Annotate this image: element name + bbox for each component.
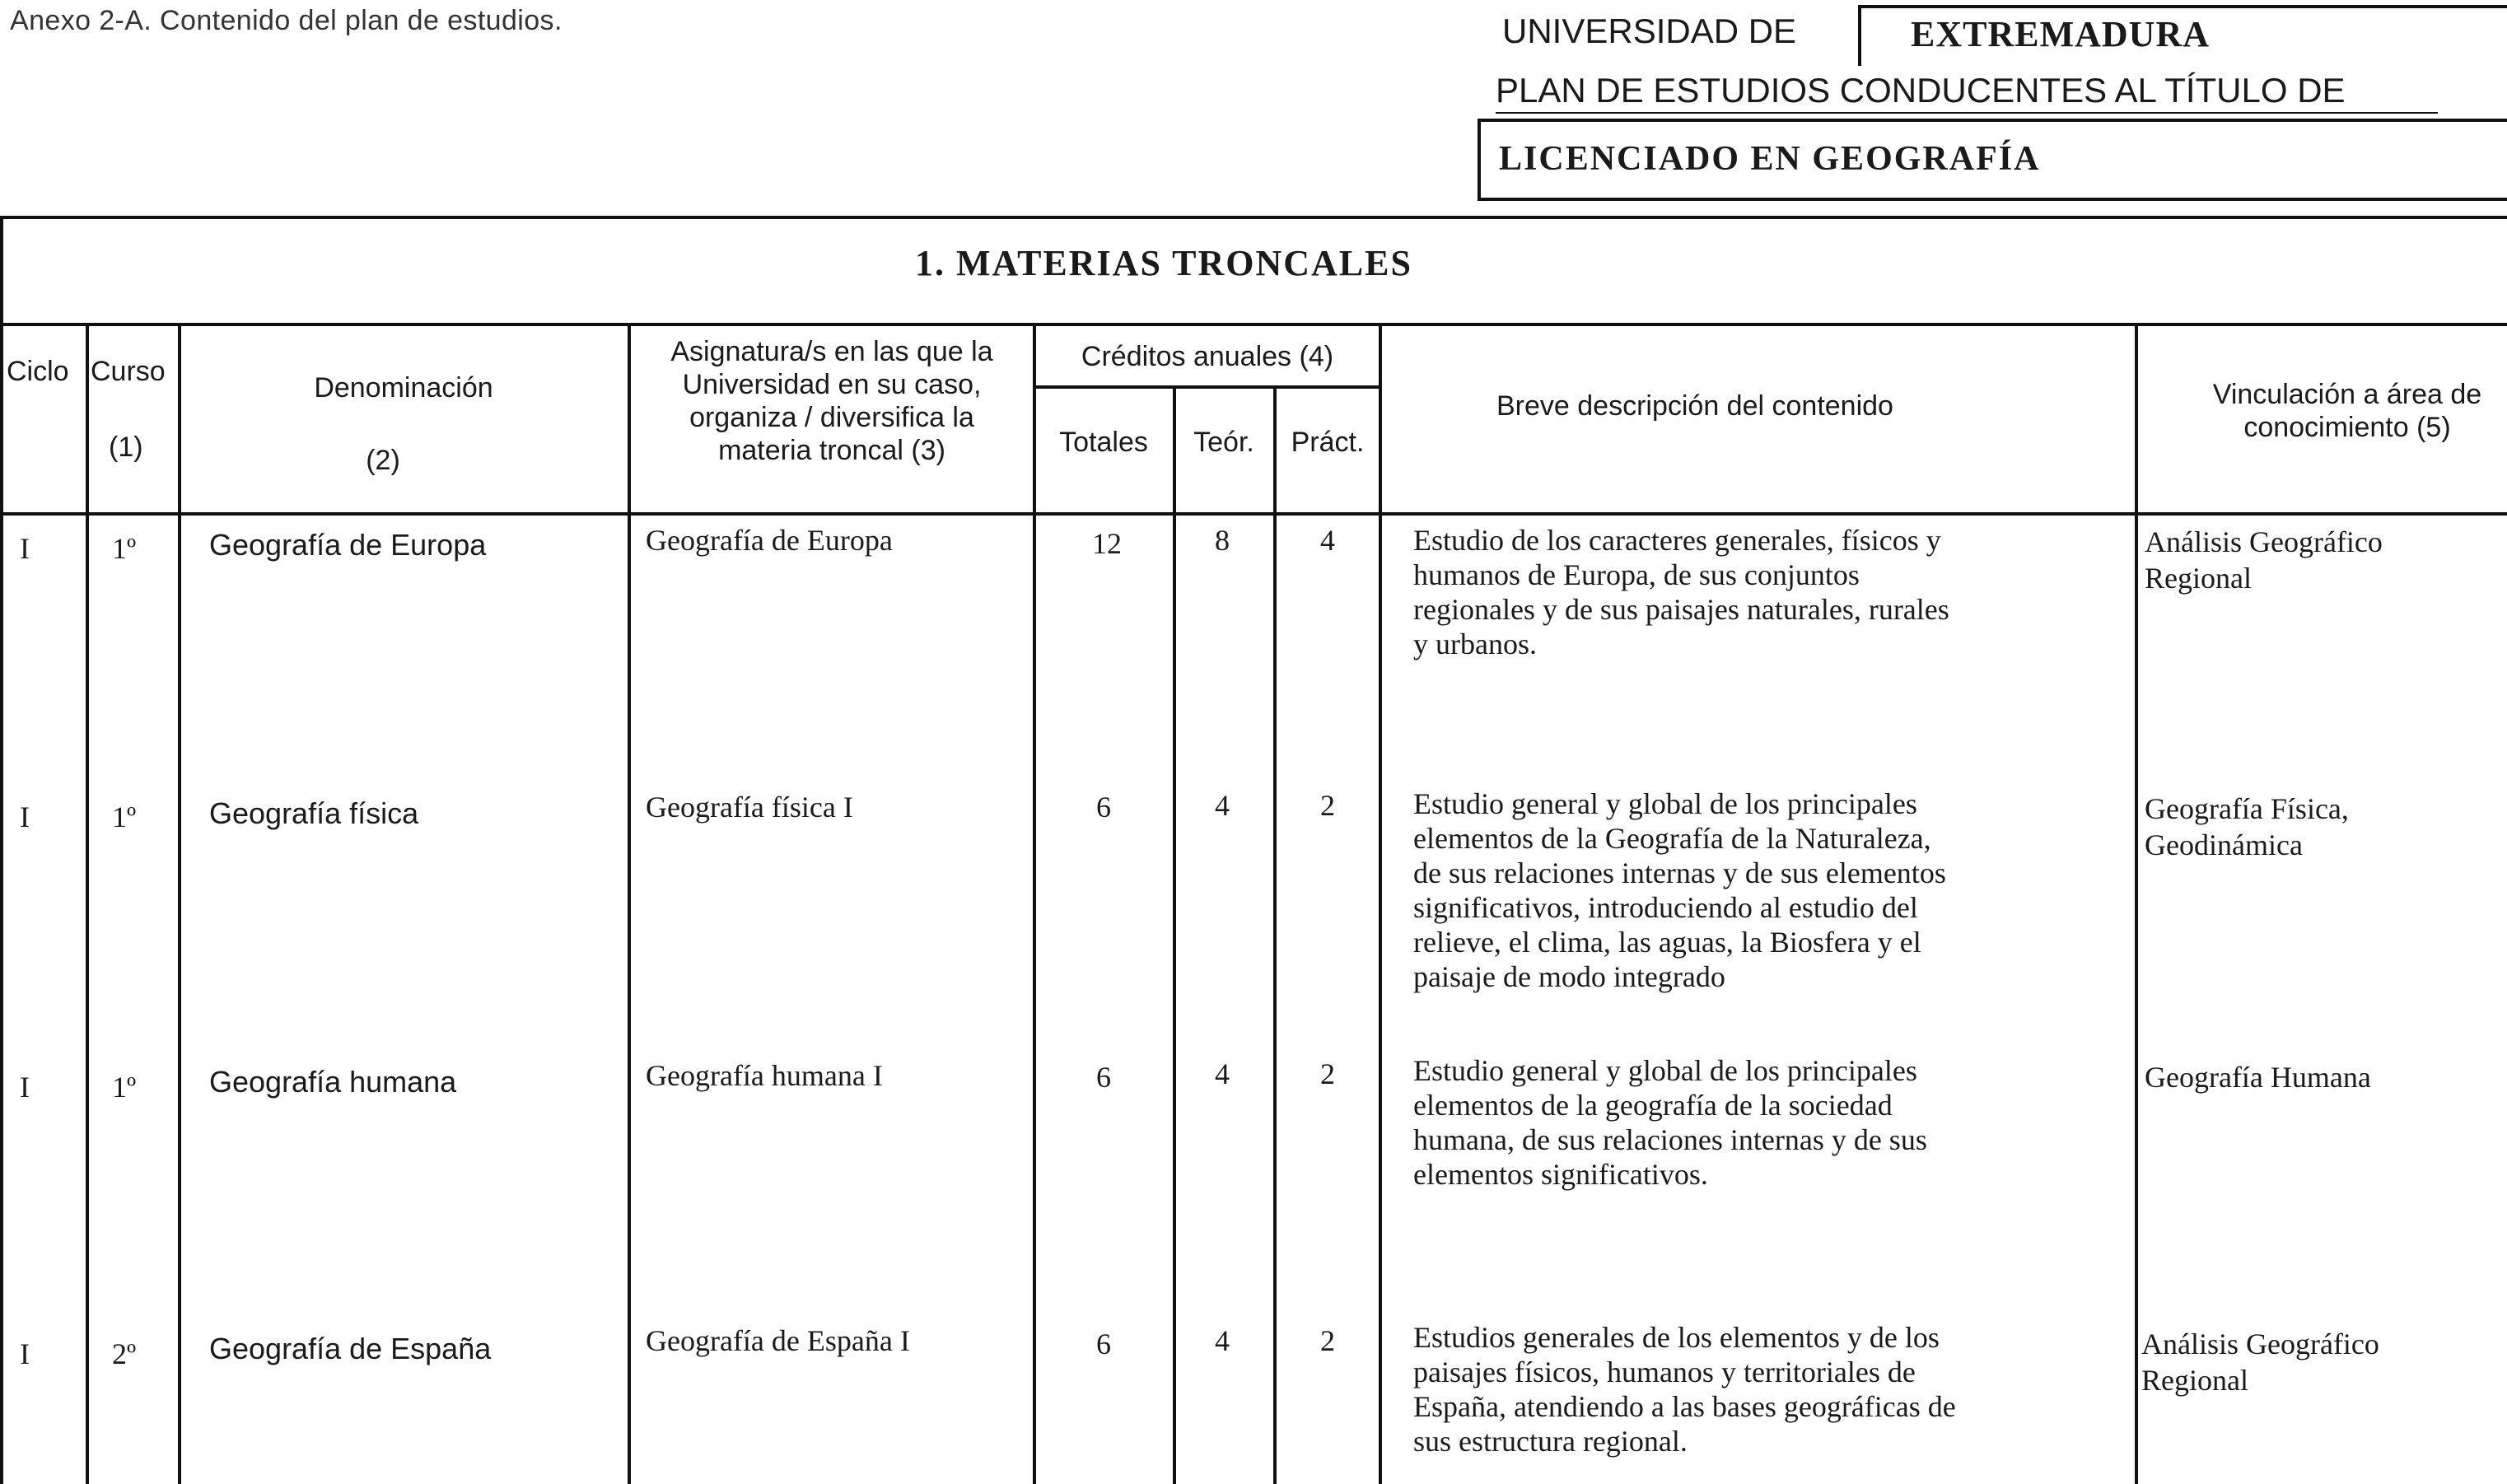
cell-pract: 2 xyxy=(1320,789,1335,822)
cell-teor: 8 xyxy=(1215,524,1230,557)
description-line: humanos de Europa, de sus conjuntos xyxy=(1413,558,1860,591)
university-name: EXTREMADURA xyxy=(1911,13,2210,54)
col-rule-teor xyxy=(1273,385,1277,1484)
cell-ciclo: I xyxy=(20,800,30,833)
col-header-totales: Totales xyxy=(1059,427,1148,458)
col-header-asignatura xyxy=(631,336,1033,468)
cell-ciclo: I xyxy=(20,1337,30,1370)
cell-descripcion xyxy=(1413,524,2122,662)
cell-denominacion: Geografía física xyxy=(209,797,419,830)
cell-descripcion xyxy=(1413,1054,2122,1192)
col-header-asignatura-line: Universidad en su caso, xyxy=(682,369,982,400)
col-header-creditos: Créditos anuales (4) xyxy=(1081,341,1334,372)
university-label: UNIVERSIDAD DE xyxy=(1502,13,1797,51)
col-rule-asignatura xyxy=(1033,323,1036,1484)
section-title: 1. MATERIAS TRONCALES xyxy=(915,242,1412,283)
cell-asignatura: Geografía física I xyxy=(646,791,853,824)
cell-curso: 1º xyxy=(112,1071,137,1104)
area-line: Geodinámica xyxy=(2145,828,2303,861)
col-header-vinculacion xyxy=(2150,379,2507,445)
cell-teor: 4 xyxy=(1215,1324,1230,1357)
credits-subrule xyxy=(1033,385,1380,389)
area-line: Análisis Geográfico xyxy=(2145,525,2383,558)
cell-pract: 2 xyxy=(1320,1324,1335,1357)
description-line: sus estructura regional. xyxy=(1413,1425,1688,1458)
annex-title: Anexo 2-A. Contenido del plan de estudios. xyxy=(10,5,563,36)
description-line: España, atendiendo a las bases geográficas de xyxy=(1413,1390,1956,1423)
cell-curso: 1º xyxy=(112,532,137,565)
cell-area xyxy=(2145,1059,2507,1095)
cell-totales: 6 xyxy=(1096,1328,1111,1360)
table-frame xyxy=(0,216,2507,1484)
description-line: elementos de la Geografía de la Naturaleza, xyxy=(1413,822,1931,855)
col-header-asignatura-line: organiza / diversifica la xyxy=(689,402,974,433)
cell-asignatura: Geografía de España I xyxy=(646,1324,910,1357)
cell-curso: 1º xyxy=(112,800,137,833)
cell-teor: 4 xyxy=(1215,789,1230,822)
area-line: Geografía Física, xyxy=(2145,792,2349,825)
description-line: paisajes físicos, humanos y territoriales de xyxy=(1413,1356,1916,1388)
col-header-vinculacion-line: Vinculación a área de xyxy=(2212,379,2482,410)
cell-area xyxy=(2141,1326,2507,1398)
col-header-pract: Práct. xyxy=(1291,427,1365,458)
description-line: relieve, el clima, las aguas, la Biosfera y el xyxy=(1413,926,1921,959)
col-rule-ciclo xyxy=(86,323,89,1484)
cell-teor: 4 xyxy=(1215,1057,1230,1090)
col-rule-totales xyxy=(1173,385,1176,1484)
cell-descripcion xyxy=(1413,787,2122,995)
cell-curso: 2º xyxy=(112,1337,137,1370)
description-line: Estudio general y global de los principales xyxy=(1413,787,1917,820)
description-line: significativos, introduciendo al estudio del xyxy=(1413,891,1918,924)
col-rule-descripcion xyxy=(2135,323,2138,1484)
area-line: Regional xyxy=(2141,1364,2248,1397)
cell-denominacion: Geografía humana xyxy=(209,1066,457,1099)
plan-label: PLAN DE ESTUDIOS CONDUCENTES AL TÍTULO DE xyxy=(1496,72,2438,114)
description-line: Estudios generales de los elementos y de los xyxy=(1413,1321,1940,1354)
title-rule xyxy=(0,323,2507,326)
description-line: de sus relaciones internas y de sus elementos xyxy=(1413,856,1946,889)
description-line: Estudio general y global de los principales xyxy=(1413,1054,1917,1087)
description-line: elementos de la geografía de la sociedad xyxy=(1413,1089,1893,1122)
col-header-asignatura-line: Asignatura/s en las que la xyxy=(670,336,993,367)
cell-area xyxy=(2145,791,2507,863)
degree-name: LICENCIADO EN GEOGRAFÍA xyxy=(1499,138,2041,178)
cell-totales: 12 xyxy=(1092,527,1122,560)
col-header-denominacion: Denominación xyxy=(314,372,493,404)
cell-area xyxy=(2145,524,2507,596)
description-line: elementos significativos. xyxy=(1413,1158,1708,1191)
cell-totales: 6 xyxy=(1096,1061,1111,1094)
area-line: Análisis Geográfico xyxy=(2141,1328,2379,1360)
description-line: Estudio de los caracteres generales, físicos y xyxy=(1413,524,1941,557)
cell-descripcion xyxy=(1413,1321,2122,1459)
col-header-vinculacion-line: conocimiento (5) xyxy=(2243,412,2451,443)
cell-totales: 6 xyxy=(1096,791,1111,824)
cell-denominacion: Geografía de Europa xyxy=(209,529,487,562)
cell-pract: 4 xyxy=(1320,524,1335,557)
area-line: Geografía Humana xyxy=(2145,1061,2371,1094)
description-line: humana, de sus relaciones internas y de sus xyxy=(1413,1123,1927,1156)
col-header-curso-note: (1) xyxy=(109,432,143,463)
cell-denominacion: Geografía de España xyxy=(209,1332,492,1365)
col-header-ciclo: Ciclo xyxy=(7,356,69,387)
col-header-teor: Teór. xyxy=(1193,427,1254,458)
cell-asignatura: Geografía humana I xyxy=(646,1059,883,1092)
col-header-asignatura-line: materia troncal (3) xyxy=(718,435,945,466)
col-rule-denominacion xyxy=(628,323,631,1484)
description-line: regionales y de sus paisajes naturales, rurales xyxy=(1413,593,1949,626)
header-rule xyxy=(0,512,2507,516)
cell-ciclo: I xyxy=(20,532,30,565)
col-header-descripcion: Breve descripción del contenido xyxy=(1496,390,1893,422)
col-rule-curso xyxy=(178,323,181,1484)
col-header-denominacion-note: (2) xyxy=(366,445,400,476)
col-header-curso: Curso xyxy=(91,356,166,387)
cell-asignatura: Geografía de Europa xyxy=(646,524,893,557)
col-rule-pract xyxy=(1379,323,1382,1484)
description-line: y urbanos. xyxy=(1413,628,1537,660)
cell-pract: 2 xyxy=(1320,1057,1335,1090)
area-line: Regional xyxy=(2145,562,2252,595)
description-line: paisaje de modo integrado xyxy=(1413,960,1725,993)
cell-ciclo: I xyxy=(20,1071,30,1104)
